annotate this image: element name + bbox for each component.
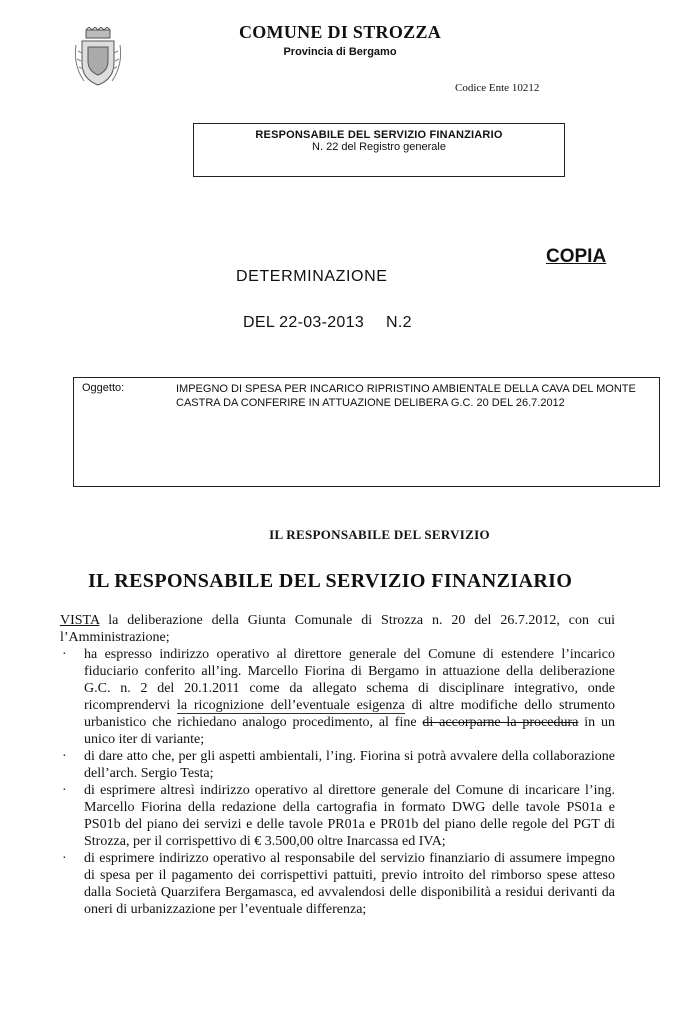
determinazione-date: DEL 22-03-2013 [243,314,365,331]
responsabile-box [193,123,565,177]
bullet-3-text: di esprimere altresì indirizzo operativo al direttore generale del Comune di incaricare l’ing. Marcello Fiorina della redazione della cartografia in formato DWG delle tavole PS01a e PS01b del piano dei servizi e delle tavole PR01a e PR01b del piano delle regole del PGT di Strozza, per il corrispettivo di € 3.500,00 oltre Inarcassa ed IVA; [84,783,615,849]
bullet-symbol: · [62,783,67,798]
list-item [60,850,615,918]
il-responsabile-finanziario-heading: IL RESPONSABILE DEL SERVIZIO FINANZIARIO [88,570,573,592]
bullet-1-marked-text: la ricognizione dell’eventuale esigenza [177,698,405,713]
codice-ente: Codice Ente 10212 [455,82,540,94]
intro-paragraph [60,612,615,646]
bullet-symbol: · [62,851,67,866]
determinazione-number: N.2 [386,314,412,331]
determinazione-date-number [243,314,412,332]
list-item [60,748,615,782]
municipal-crest-icon [72,27,124,89]
list-item [60,782,615,850]
il-responsabile-servizio-heading: IL RESPONSABILE DEL SERVIZIO [269,527,490,542]
bullet-4-text: di esprimere indirizzo operativo al responsabile del servizio finanziario di assumere impegno di spesa per il pagamento dei corrispettivi pattuiti, previo introito del rimborso spese atteso dalla Società Quarzifera Bergamasca, ed avvalendosi delle disponibilità a residui derivanti da oneri di urbanizzazione per l’eventuale differenza; [84,851,615,917]
oggetto-text: IMPEGNO DI SPESA PER INCARICO RIPRISTINO AMBIENTALE DELLA CAVA DEL MONTE CASTRA DA CONFERIRE IN ATTUAZIONE DELIBERA G.C. 20 DEL 26.7.2012 [176,383,636,409]
document-body [60,612,615,918]
provincia-subtitle: Provincia di Bergamo [283,46,397,58]
bullet-1-before: ha espresso indirizzo operativo al direttore generale del Comune di estendere l’incarico fiduciario conferito all’ing. Marcello Fiorina di Bergamo in attuazione della deliberazione G.C. n. 2 del 20.1.2011 come da allegato schema di disciplinare integrativo, onde ricomprendervi [84,647,615,713]
bullet-symbol: · [62,749,67,764]
intro-text: la deliberazione della Giunta Comunale di Strozza n. 20 del 26.7.2012, con cui l’Amministrazione; [60,613,615,645]
list-item [60,646,615,748]
comune-title: COMUNE DI STROZZA [238,22,442,42]
copia-label: COPIA [546,246,607,267]
bullet-1-struck-text: di accorparne la procedura [422,715,579,730]
bullet-1-after: di altre modifiche dello strumento urbanistico che richiedano analogo procedimento, al fine [84,698,616,730]
responsabile-title: RESPONSABILE DEL SERVIZIO FINANZIARIO [255,129,503,141]
bullet-2-text: di dare atto che, per gli aspetti ambientali, l’ing. Fiorina si potrà avvalere della collaborazione dell’arch. Sergio Testa; [84,749,615,781]
bullet-1-end: in un unico iter di variante; [84,715,615,747]
registro-number: N. 22 del Registro generale [312,141,446,153]
oggetto-label: Oggetto: [82,382,125,394]
bullet-list [60,646,615,918]
bullet-symbol: · [62,647,67,662]
determinazione-label: DETERMINAZIONE [236,268,388,285]
vista-word: VISTA [60,613,100,628]
oggetto-box [73,377,660,487]
